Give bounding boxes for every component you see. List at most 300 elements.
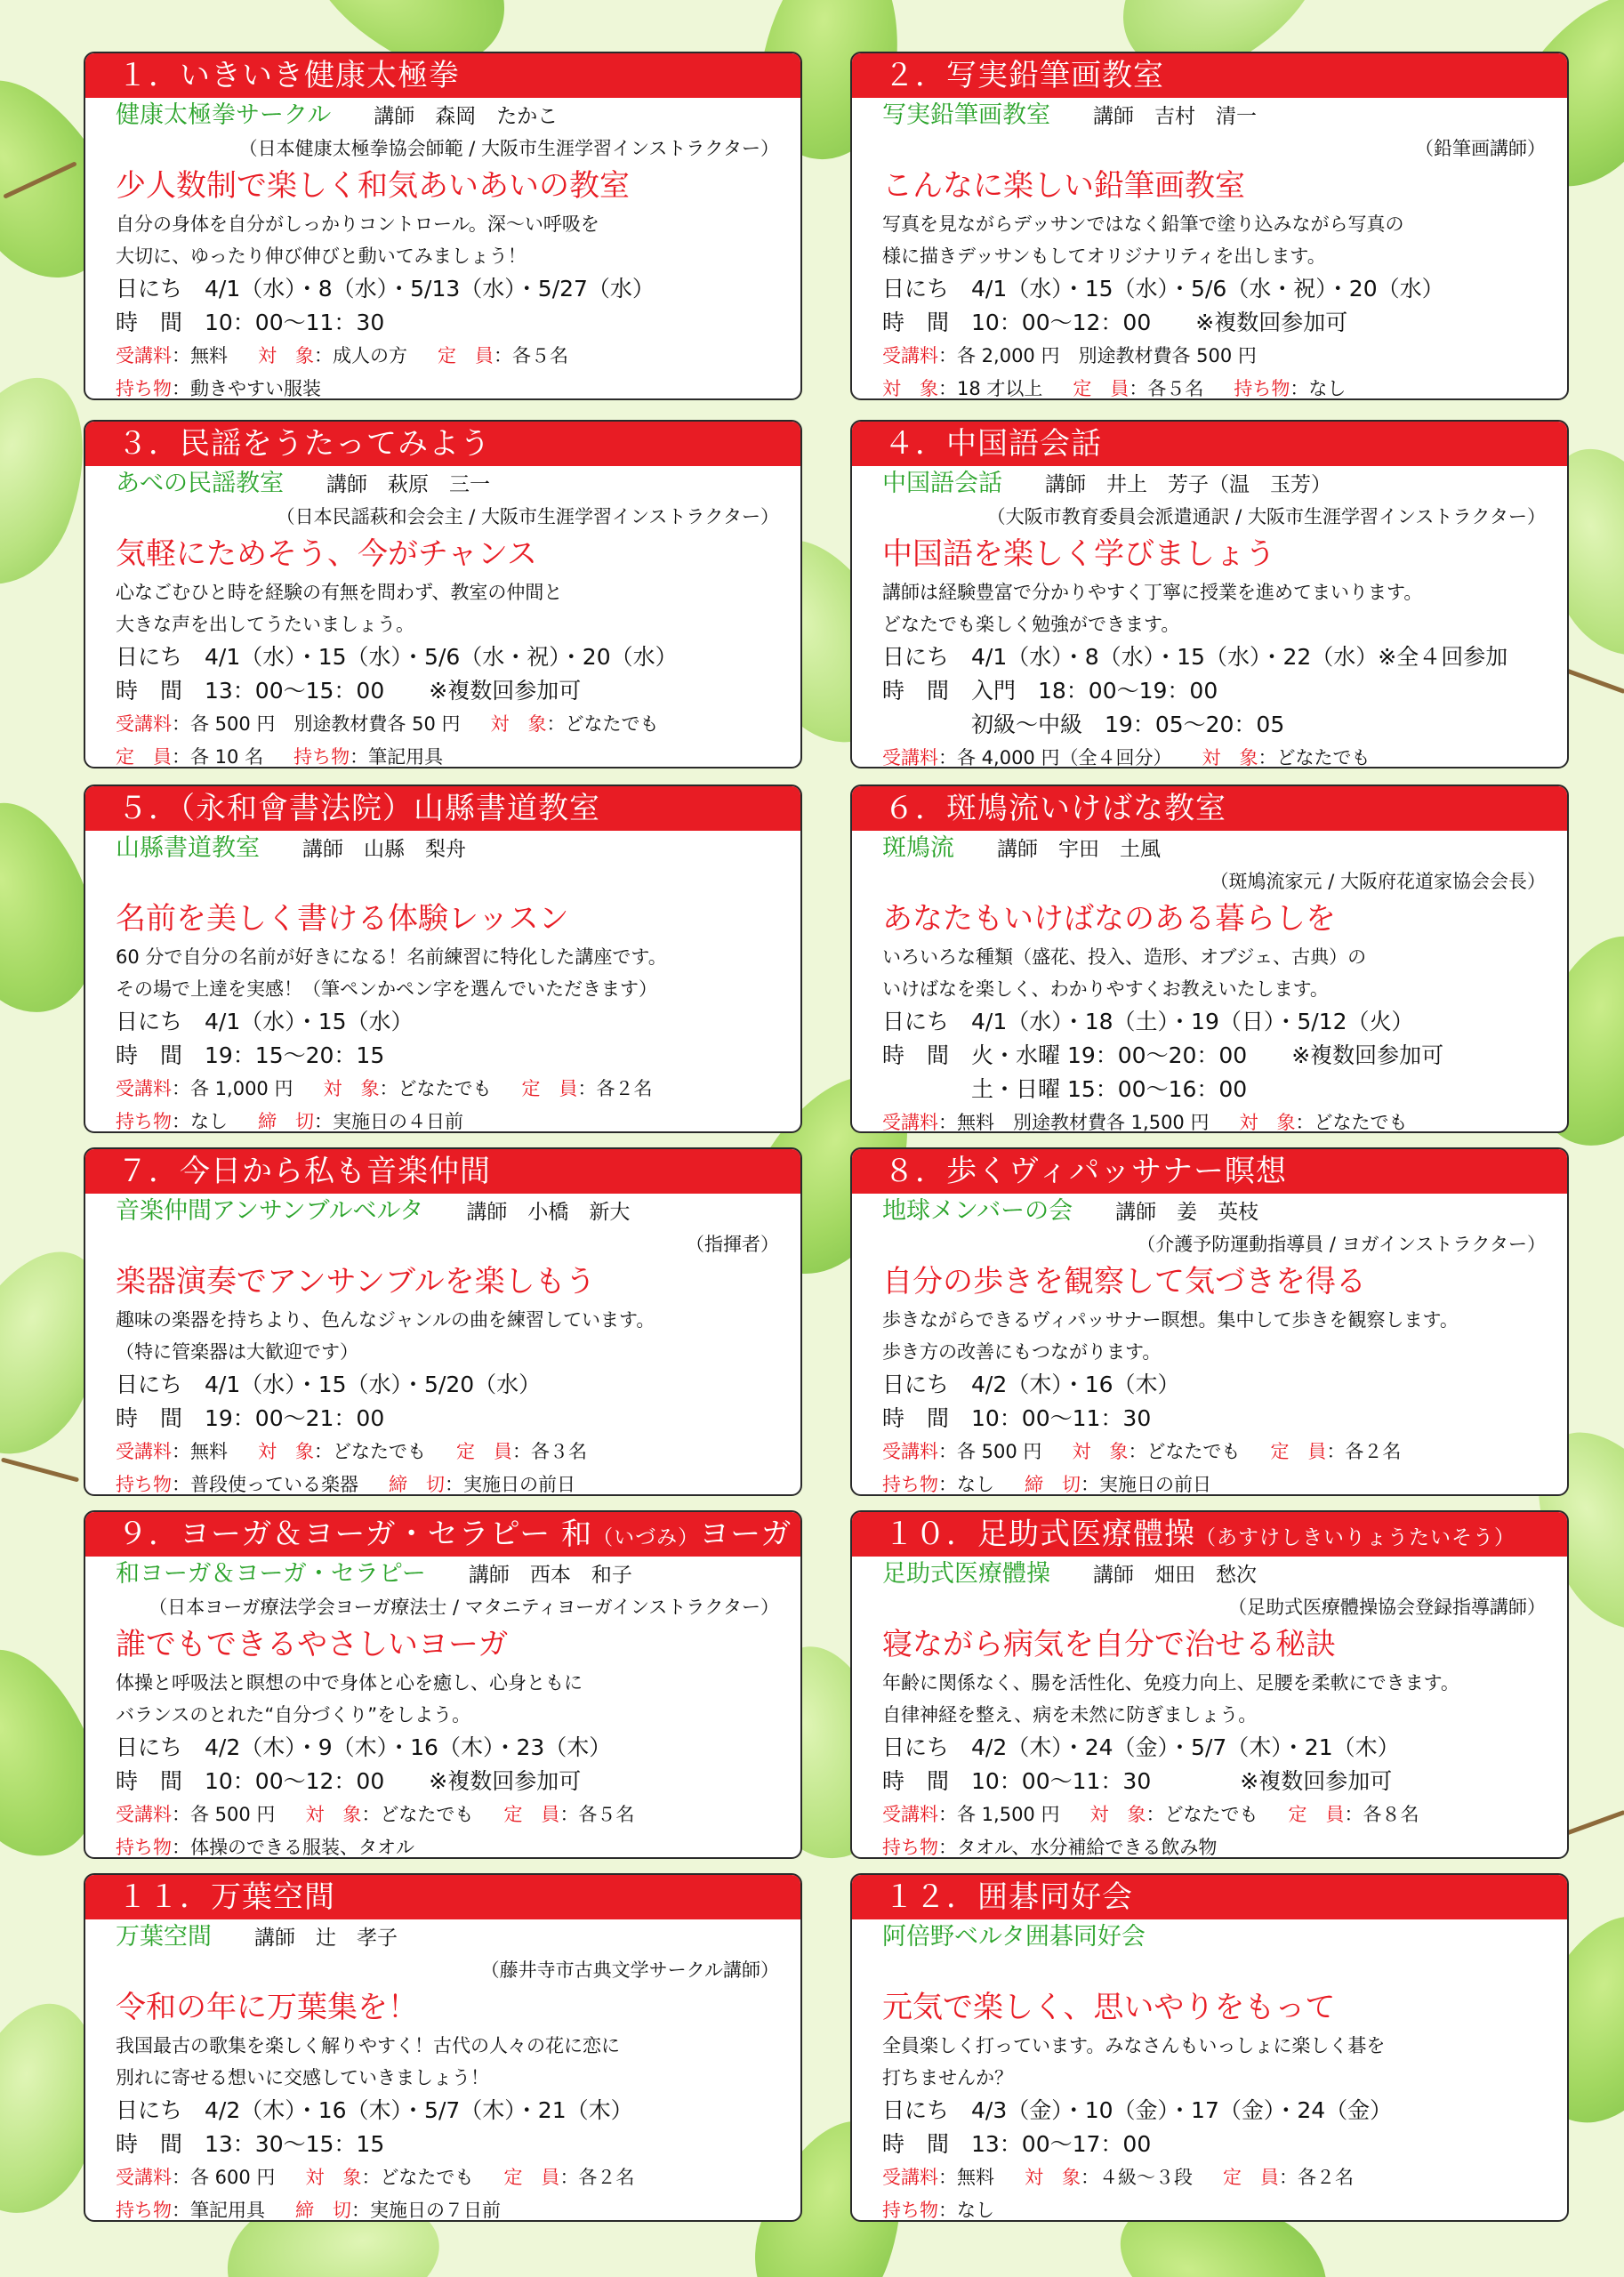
- instructor-name: 講師 小橋 新大: [466, 1201, 631, 1224]
- info-label: 定 員: [438, 345, 494, 366]
- info-line: [116, 1468, 786, 1496]
- instructor-credential: （日本ヨーガ療法学会ヨーガ療法士 / マタニティヨーガインストラクター）: [149, 1597, 779, 1618]
- info-label: 定 員: [521, 1078, 578, 1099]
- schedule: [882, 1005, 1553, 1106]
- instructor-credential: （藤井寺市古典文学サークル講師）: [480, 1959, 779, 1981]
- description-line: 歩き方の改善にもつながります。: [882, 1341, 1162, 1363]
- description-line: 我国最古の歌集を楽しく解りやすく！古代の人々の花に恋に: [116, 2035, 620, 2056]
- info-value: ：各 500 円 別途教材費各 50 円: [172, 713, 461, 735]
- info-value: ：各８名: [1344, 1804, 1419, 1825]
- schedule-line: 土・日曜 15：00〜16：00: [882, 1076, 1248, 1102]
- info-line: [116, 1073, 786, 1106]
- info-label: 対 象: [1202, 747, 1258, 768]
- course-title-text: １０．足助式医療體操: [884, 1517, 1195, 1552]
- info-label: 持ち物: [293, 746, 350, 768]
- schedule-line: 日にち 4/1（水）・15（水）・5/6（水・祝）・20（水）: [116, 644, 678, 670]
- course-title: [85, 1875, 800, 1919]
- course-body: [85, 831, 800, 1133]
- info-value: ：実施日の前日: [445, 1474, 575, 1495]
- schedule-line: 時 間 10：00〜12：00 ※複数回参加可: [116, 1768, 582, 1794]
- catchphrase: 令和の年に万葉集を！: [116, 1990, 418, 2025]
- info-value: ：各 4,000 円（全４回分）: [938, 747, 1172, 768]
- info-label: 持ち物: [116, 1837, 172, 1858]
- info-value: ：各３名: [512, 1441, 587, 1462]
- info-value: ：どなたでも: [1146, 1804, 1258, 1825]
- course-title: [85, 1149, 800, 1194]
- info-value: ：各５名: [559, 1804, 635, 1825]
- group-name: 写実鉛筆画教室: [882, 101, 1050, 129]
- instructor-name: 講師 辻 孝子: [254, 1927, 398, 1950]
- instructor-name: 講師 山縣 梨舟: [302, 838, 466, 861]
- course-info: [116, 1798, 786, 1859]
- info-value: ：実施日の７日前: [351, 2200, 501, 2221]
- schedule-line: 日にち 4/1（水）・15（水）・5/20（水）: [116, 1372, 542, 1397]
- instructor-credential: （大阪市教育委員会派遣通訳 / 大阪市生涯学習インストラクター）: [986, 506, 1546, 527]
- group-name: 健康太極拳サークル: [116, 101, 332, 129]
- info-value: ：どなたでも: [314, 1441, 426, 1462]
- description-line: 自分の身体を自分がしっかりコントロール。深〜い呼吸を: [116, 213, 599, 235]
- info-label: 受講料: [116, 1078, 172, 1099]
- description: [882, 208, 1553, 272]
- info-label: 定 員: [116, 746, 172, 768]
- schedule: [116, 1005, 786, 1073]
- schedule-line: 日にち 4/3（金）・10（金）・17（金）・24（金）: [882, 2097, 1393, 2123]
- course-body: [85, 1919, 800, 2222]
- instructor-credential: （足助式医療體操協会登録指導講師）: [1228, 1597, 1546, 1618]
- course-title: [852, 1149, 1567, 1194]
- course-card: [850, 52, 1569, 400]
- group-row: [882, 1194, 1553, 1229]
- info-line: [116, 1436, 786, 1468]
- info-line: [882, 1798, 1553, 1831]
- course-info: [882, 1798, 1553, 1859]
- group-row: [116, 98, 786, 133]
- info-label: 定 員: [503, 2167, 560, 2188]
- instructor-name: 講師 井上 芳子（温 玉芳）: [1045, 473, 1331, 496]
- schedule: [882, 1731, 1553, 1798]
- catchphrase: 寝ながら病気を自分で治せる秘訣: [882, 1627, 1336, 1662]
- group-name: 足助式医療體操: [882, 1560, 1050, 1588]
- catchphrase: 元気で楽しく、思いやりをもって: [882, 1990, 1336, 2025]
- schedule: [882, 1368, 1553, 1436]
- info-label: 持ち物: [116, 378, 172, 399]
- course-card: [84, 1147, 802, 1496]
- schedule-line: 初級〜中級 19：05〜20：05: [882, 712, 1285, 737]
- course-title-reading: （いづみ）: [592, 1526, 700, 1549]
- info-value: ：各 1,500 円: [938, 1804, 1060, 1825]
- description: [882, 1667, 1553, 1731]
- info-label: 対 象: [882, 378, 938, 399]
- info-value: ：無料: [172, 345, 228, 366]
- catchphrase: 自分の歩きを観察して気づきを得る: [882, 1264, 1366, 1299]
- course-info: [882, 340, 1553, 400]
- info-value: ：各 2,000 円 別途教材費各 500 円: [938, 345, 1257, 366]
- description-line: 趣味の楽器を持ちより、色んなジャンルの曲を練習しています。: [116, 1309, 655, 1331]
- info-label: 持ち物: [116, 2200, 172, 2221]
- catchphrase: 少人数制で楽しく和気あいあいの教室: [116, 168, 630, 204]
- group-name: 和ヨーガ＆ヨーガ・セラピー: [116, 1560, 426, 1588]
- info-label: 対 象: [305, 1804, 362, 1825]
- description-line: 心なごむひと時を経験の有無を問わず、教室の仲間と: [116, 582, 563, 603]
- course-title-text: １１．万葉空間: [117, 1879, 335, 1915]
- schedule-line: 時 間 13：00〜17：00: [882, 2131, 1152, 2157]
- info-label: 受講料: [882, 747, 938, 768]
- course-title-tail: ヨーガ: [699, 1517, 792, 1552]
- course-title-text: ３．民謡をうたってみよう: [117, 426, 491, 462]
- info-value: ：各 600 円: [172, 2167, 276, 2188]
- course-card: [850, 784, 1569, 1133]
- info-line: [116, 1798, 786, 1831]
- info-label: 対 象: [1025, 2167, 1081, 2188]
- instructor-name: 講師 畑田 愁次: [1093, 1564, 1257, 1587]
- info-label: 対 象: [1072, 1441, 1129, 1462]
- info-label: 定 員: [1270, 1441, 1327, 1462]
- description-line: 歩きながらできるヴィパッサナー瞑想。集中して歩きを観察します。: [882, 1309, 1459, 1331]
- info-label: 定 員: [1073, 378, 1130, 399]
- course-title-text: ２．写実鉛筆画教室: [884, 58, 1164, 93]
- info-value: ：どなたでも: [1258, 747, 1371, 768]
- description-line: 大切に、ゆったり伸び伸びと動いてみましょう！: [116, 245, 527, 267]
- info-value: ：各２名: [1279, 2167, 1354, 2188]
- info-value: ：実施日の４日前: [314, 1111, 463, 1132]
- info-label: 持ち物: [1234, 378, 1290, 399]
- course-info: [116, 2161, 786, 2222]
- info-label: 持ち物: [882, 1474, 938, 1495]
- info-value: ：普段使っている楽器: [172, 1474, 358, 1495]
- course-info: [882, 2161, 1553, 2222]
- schedule-line: 時 間 10：00〜11：30 ※複数回参加可: [882, 1768, 1393, 1794]
- info-value: ：各５名: [1129, 378, 1204, 399]
- schedule-line: 日にち 4/2（木）・9（木）・16（木）・23（木）: [116, 1734, 612, 1760]
- group-row: [882, 466, 1553, 502]
- course-body: [85, 466, 800, 768]
- info-value: ：無料 別途教材費各 1,500 円: [938, 1112, 1210, 1133]
- info-label: 対 象: [258, 1441, 314, 1462]
- instructor-credential: [882, 1955, 1553, 1985]
- course-title: [85, 786, 800, 831]
- catchphrase: あなたもいけばなのある暮らしを: [882, 901, 1336, 937]
- course-title: [85, 53, 800, 98]
- instructor-credential: （鉛筆画講師）: [1415, 138, 1546, 159]
- info-label: 受講料: [116, 345, 172, 366]
- course-body: [85, 1194, 800, 1496]
- description-line: 60 分で自分の名前が好きになる！名前練習に特化した講座です。: [116, 946, 667, 968]
- schedule: [116, 1731, 786, 1798]
- info-label: 締 切: [295, 2200, 351, 2221]
- info-line: [882, 1436, 1553, 1468]
- schedule: [116, 272, 786, 340]
- group-row: [116, 466, 786, 502]
- course-card: [850, 420, 1569, 768]
- description: [116, 576, 786, 640]
- info-value: ：筆記用具: [350, 746, 444, 768]
- description-line: （特に管楽器は大歓迎です）: [116, 1341, 358, 1363]
- group-name: 音楽仲間アンサンブルベルタ: [116, 1197, 424, 1225]
- info-label: 定 員: [1288, 1804, 1345, 1825]
- schedule-line: 日にち 4/1（水）・15（水）: [116, 1009, 414, 1034]
- info-label: 持ち物: [882, 1837, 938, 1858]
- schedule-line: 時 間 13：30〜15：15: [116, 2131, 385, 2157]
- info-value: ：なし: [938, 2200, 994, 2221]
- schedule-line: 日にち 4/1（水）・18（土）・19（日）・5/12（火）: [882, 1009, 1414, 1034]
- info-line: [116, 2194, 786, 2222]
- course-info: [116, 1073, 786, 1133]
- schedule-line: 時 間 入門 18：00〜19：00: [882, 678, 1218, 704]
- course-body: [852, 98, 1567, 400]
- description: [882, 576, 1553, 640]
- course-card: [84, 784, 802, 1133]
- course-info: [882, 1436, 1553, 1496]
- info-value: ：どなたでも: [1295, 1112, 1408, 1133]
- info-line: [882, 1468, 1553, 1496]
- info-value: ：動きやすい服装: [172, 378, 321, 399]
- description: [116, 1667, 786, 1731]
- description-line: いろいろな種類（盛花、投入、造形、オブジェ、古典）の: [882, 946, 1367, 968]
- info-label: 受講料: [882, 1804, 938, 1825]
- info-value: ：どなたでも: [379, 1078, 492, 1099]
- info-label: 締 切: [1025, 1474, 1081, 1495]
- course-info: [882, 742, 1553, 768]
- description: [882, 941, 1553, 1005]
- course-title-text: ９．ヨーガ＆ヨーガ・セラピー 和: [117, 1517, 593, 1552]
- info-value: ：タオル、水分補給できる飲み物: [938, 1837, 1218, 1858]
- instructor-credential: （日本健康太極拳協会師範 / 大阪市生涯学習インストラクター）: [238, 138, 779, 159]
- schedule: [882, 272, 1553, 340]
- instructor-credential: （介護予防運動指導員 / ヨガインストラクター）: [1137, 1234, 1546, 1255]
- instructor-name: 講師 吉村 清一: [1093, 105, 1257, 128]
- instructor-credential: [116, 866, 786, 897]
- group-name: 地球メンバーの会: [882, 1197, 1073, 1225]
- course-title: [852, 422, 1567, 466]
- group-name: 山縣書道教室: [116, 834, 260, 862]
- info-line: [116, 340, 786, 373]
- description: [882, 2030, 1553, 2094]
- info-line: [116, 708, 786, 741]
- info-label: 定 員: [503, 1804, 560, 1825]
- description-line: 自律神経を整え、病を未然に防ぎましょう。: [882, 1704, 1258, 1726]
- description: [116, 2030, 786, 2094]
- course-info: [116, 1436, 786, 1496]
- info-label: 受講料: [116, 713, 172, 735]
- catchphrase: 楽器演奏でアンサンブルを楽しもう: [116, 1264, 596, 1299]
- course-title-reading: （あすけしきいりょうたいそう）: [1195, 1526, 1515, 1549]
- schedule: [116, 1368, 786, 1436]
- instructor-name: 講師 宇田 土風: [997, 838, 1161, 861]
- schedule-line: 日にち 4/2（木）・16（木）: [882, 1372, 1180, 1397]
- course-body: [852, 831, 1567, 1133]
- info-label: 受講料: [116, 1804, 172, 1825]
- course-body: [852, 1919, 1567, 2222]
- description: [116, 941, 786, 1005]
- schedule-line: 時 間 19：00〜21：00: [116, 1405, 385, 1431]
- info-line: [116, 2161, 786, 2194]
- course-title-text: ５．（永和會書法院）山縣書道教室: [117, 791, 600, 826]
- schedule-line: 日にち 4/2（木）・16（木）・5/7（木）・21（木）: [116, 2097, 633, 2123]
- course-title: [852, 786, 1567, 831]
- group-name: 中国語会話: [882, 470, 1002, 497]
- instructor-name: 講師 森岡 たかこ: [374, 105, 559, 128]
- info-value: ：筆記用具: [172, 2200, 265, 2221]
- course-card: [84, 1873, 802, 2222]
- info-value: ：各 500 円: [172, 1804, 276, 1825]
- group-row: [882, 1557, 1553, 1592]
- info-label: 持ち物: [882, 2200, 938, 2221]
- course-title-text: ６．斑鳩流いけばな教室: [884, 791, 1226, 826]
- info-value: ：各２名: [559, 2167, 635, 2188]
- schedule-line: 時 間 10：00〜12：00 ※複数回参加可: [882, 310, 1348, 335]
- info-line: [882, 340, 1553, 373]
- course-card: [850, 1147, 1569, 1496]
- info-value: ：どなたでも: [1128, 1441, 1241, 1462]
- info-line: [882, 1831, 1553, 1859]
- schedule-line: 日にち 4/1（水）・15（水）・5/6（水・祝）・20（水）: [882, 276, 1444, 302]
- group-name: 阿倍野ベルタ囲碁同好会: [882, 1923, 1146, 1951]
- group-row: [882, 98, 1553, 133]
- course-card: [84, 420, 802, 768]
- description-line: 年齢に関係なく、腸を活性化、免疫力向上、足腰を柔軟にできます。: [882, 1672, 1459, 1694]
- group-row: [882, 1919, 1553, 1955]
- description-line: 打ちませんか？: [882, 2067, 1013, 2088]
- course-title-text: ４．中国語会話: [884, 426, 1102, 462]
- info-label: 対 象: [305, 2167, 362, 2188]
- info-value: ：どなたでも: [361, 1804, 474, 1825]
- description: [116, 1304, 786, 1368]
- course-title: [852, 1875, 1567, 1919]
- info-value: ：なし: [1290, 378, 1347, 399]
- group-name: 万葉空間: [116, 1923, 212, 1951]
- description-line: 講師は経験豊富で分かりやすく丁寧に授業を進めてまいります。: [882, 582, 1423, 603]
- info-value: ：各２名: [577, 1078, 653, 1099]
- catchphrase: 中国語を楽しく学びましょう: [882, 536, 1275, 572]
- info-label: 受講料: [882, 345, 938, 366]
- schedule: [882, 640, 1553, 742]
- description-line: いけばなを楽しく、わかりやすくお教えいたします。: [882, 978, 1329, 1000]
- info-value: ：実施日の前日: [1081, 1474, 1211, 1495]
- description-line: 写真を見ながらデッサンではなく鉛筆で塗り込みながら写真の: [882, 213, 1404, 235]
- course-title-text: １２．囲碁同好会: [884, 1879, 1133, 1915]
- course-title: [852, 53, 1567, 98]
- instructor-credential: （日本民謡萩和会会主 / 大阪市生涯学習インストラクター）: [276, 506, 779, 527]
- schedule: [116, 640, 786, 708]
- description-line: バランスのとれた“自分づくり”をしよう。: [116, 1704, 471, 1726]
- info-line: [116, 1831, 786, 1859]
- instructor-credential: （斑鳩流家元 / 大阪府花道家協会会長）: [1210, 871, 1546, 892]
- schedule: [882, 2094, 1553, 2161]
- course-title: [85, 422, 800, 466]
- info-label: 定 員: [456, 1441, 512, 1462]
- info-label: 締 切: [389, 1474, 445, 1495]
- schedule-line: 時 間 10：00〜11：30: [116, 310, 385, 335]
- catchphrase: 名前を美しく書ける体験レッスン: [116, 901, 569, 937]
- course-title-text: ８．歩くヴィパッサナー瞑想: [884, 1154, 1287, 1189]
- info-value: ：無料: [172, 1441, 228, 1462]
- course-title: [852, 1512, 1567, 1557]
- schedule-line: 時 間 火・水曜 19：00〜20：00 ※複数回参加可: [882, 1042, 1444, 1068]
- info-line: [116, 373, 786, 400]
- description-line: 別れに寄せる想いに交感していきましょう！: [116, 2067, 489, 2088]
- info-value: ：なし: [938, 1474, 994, 1495]
- info-label: 対 象: [1239, 1112, 1296, 1133]
- schedule-line: 日にち 4/1（水）・8（水）・5/13（水）・5/27（水）: [116, 276, 655, 302]
- info-value: ：どなたでも: [361, 2167, 474, 2188]
- course-info: [116, 340, 786, 400]
- group-row: [882, 831, 1553, 866]
- info-value: ：各 10 名: [172, 746, 264, 768]
- instructor-name: 講師 姜 英枝: [1115, 1201, 1259, 1224]
- group-name: あべの民謡教室: [116, 470, 284, 497]
- info-label: 対 象: [258, 345, 314, 366]
- info-value: ：18 才以上: [938, 378, 1043, 399]
- course-body: [85, 98, 800, 400]
- info-value: ：各５名: [494, 345, 568, 366]
- info-value: ：成人の方: [314, 345, 407, 366]
- info-value: ：無料: [938, 2167, 994, 2188]
- info-label: 受講料: [882, 2167, 938, 2188]
- course-body: [852, 1194, 1567, 1496]
- instructor-credential: （指揮者）: [686, 1234, 779, 1255]
- group-row: [116, 1919, 786, 1955]
- info-label: 締 切: [258, 1111, 314, 1132]
- info-line: [882, 1106, 1553, 1133]
- info-label: 対 象: [1089, 1804, 1146, 1825]
- course-info: [882, 1106, 1553, 1133]
- schedule-line: 日にち 4/2（木）・24（金）・5/7（木）・21（木）: [882, 1734, 1400, 1760]
- description-line: 体操と呼吸法と瞑想の中で身体と心を癒し、心身ともに: [116, 1672, 583, 1694]
- instructor-name: 講師 萩原 三一: [326, 473, 490, 496]
- info-value: ：各２名: [1326, 1441, 1402, 1462]
- info-line: [116, 1106, 786, 1133]
- description-line: 全員楽しく打っています。みなさんもいっしょに楽しく碁を: [882, 2035, 1386, 2056]
- course-body: [852, 466, 1567, 768]
- course-title: [85, 1512, 800, 1557]
- info-label: 受講料: [882, 1441, 938, 1462]
- description: [882, 1304, 1553, 1368]
- schedule-line: 時 間 19：15〜20：15: [116, 1042, 385, 1068]
- catchphrase: こんなに楽しい鉛筆画教室: [882, 168, 1245, 204]
- info-line: [882, 742, 1553, 768]
- info-value: ：４級〜３段: [1081, 2167, 1193, 2188]
- info-line: [882, 373, 1553, 400]
- info-value: ：体操のできる服装、タオル: [172, 1837, 414, 1858]
- course-body: [852, 1557, 1567, 1859]
- info-label: 持ち物: [116, 1474, 172, 1495]
- course-card: [84, 52, 802, 400]
- schedule: [116, 2094, 786, 2161]
- course-card: [850, 1873, 1569, 2222]
- info-value: ：各 1,000 円: [172, 1078, 293, 1099]
- description-line: その場で上達を実感！（筆ペンかペン字を選んでいただきます）: [116, 978, 657, 1000]
- info-line: [882, 2194, 1553, 2222]
- description-line: 様に描きデッサンもしてオリジナリティを出します。: [882, 245, 1326, 267]
- description: [116, 208, 786, 272]
- catchphrase: 気軽にためそう、今がチャンス: [116, 536, 537, 572]
- group-row: [116, 1194, 786, 1229]
- description-line: どなたでも楽しく勉強ができます。: [882, 614, 1180, 635]
- info-label: 受講料: [116, 2167, 172, 2188]
- group-name: 斑鳩流: [882, 834, 954, 862]
- group-row: [116, 831, 786, 866]
- course-title-text: １．いきいき健康太極拳: [117, 58, 460, 93]
- catchphrase: 誰でもできるやさしいヨーガ: [116, 1627, 509, 1662]
- schedule-line: 日にち 4/1（水）・8（水）・15（水）・22（水）※全４回参加: [882, 644, 1508, 670]
- course-card: [850, 1510, 1569, 1859]
- instructor-name: 講師 西本 和子: [468, 1564, 632, 1587]
- info-line: [116, 741, 786, 768]
- info-label: 対 象: [490, 713, 547, 735]
- course-card: [84, 1510, 802, 1859]
- course-body: [85, 1557, 800, 1859]
- info-label: 対 象: [323, 1078, 380, 1099]
